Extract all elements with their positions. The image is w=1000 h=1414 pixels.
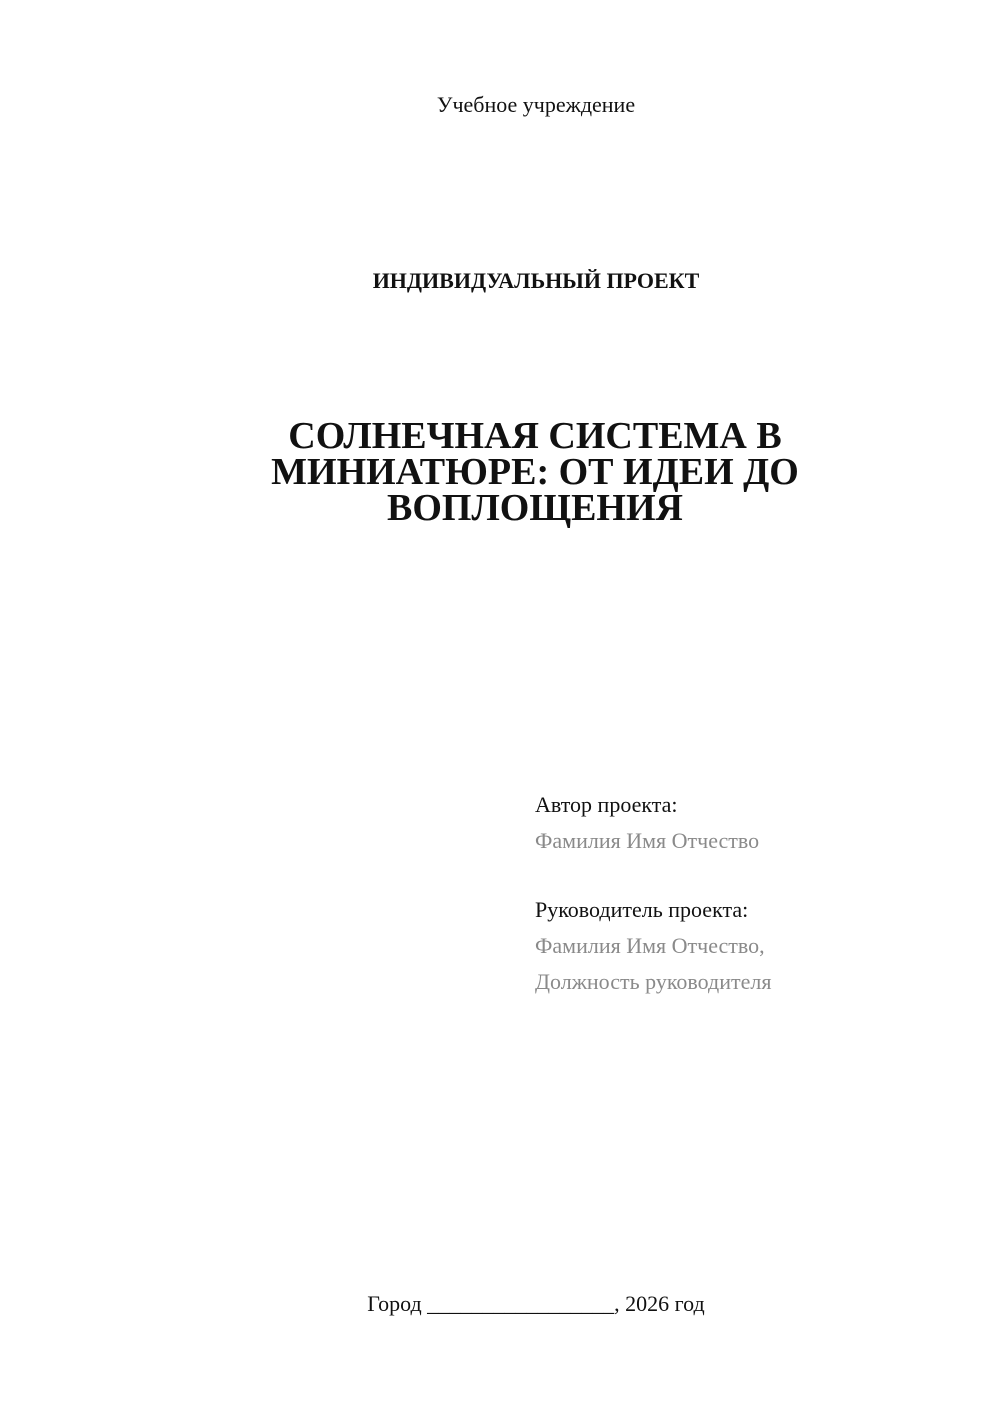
project-title: СОЛНЕЧНАЯ СИСТЕМА В МИНИАТЮРЕ: ОТ ИДЕИ ДО ВОПЛОЩЕНИЯ xyxy=(271,415,799,529)
document-type: ИНДИВИДУАЛЬНЫЙ ПРОЕКТ xyxy=(372,268,700,293)
author-name: Фамилия Имя Отчество xyxy=(535,828,760,853)
credits-block xyxy=(535,787,975,1000)
credits-spacer xyxy=(535,859,975,892)
supervisor-name: Фамилия Имя Отчество, xyxy=(535,933,765,958)
institution-name: Учебное учреждение xyxy=(436,92,636,117)
supervisor-position: Должность руководителя xyxy=(535,969,772,994)
supervisor-label: Руководитель проекта: xyxy=(535,897,749,922)
author-label: Автор проекта: xyxy=(535,792,678,817)
city-year-line: Город _________________, 2026 год xyxy=(367,1291,705,1316)
